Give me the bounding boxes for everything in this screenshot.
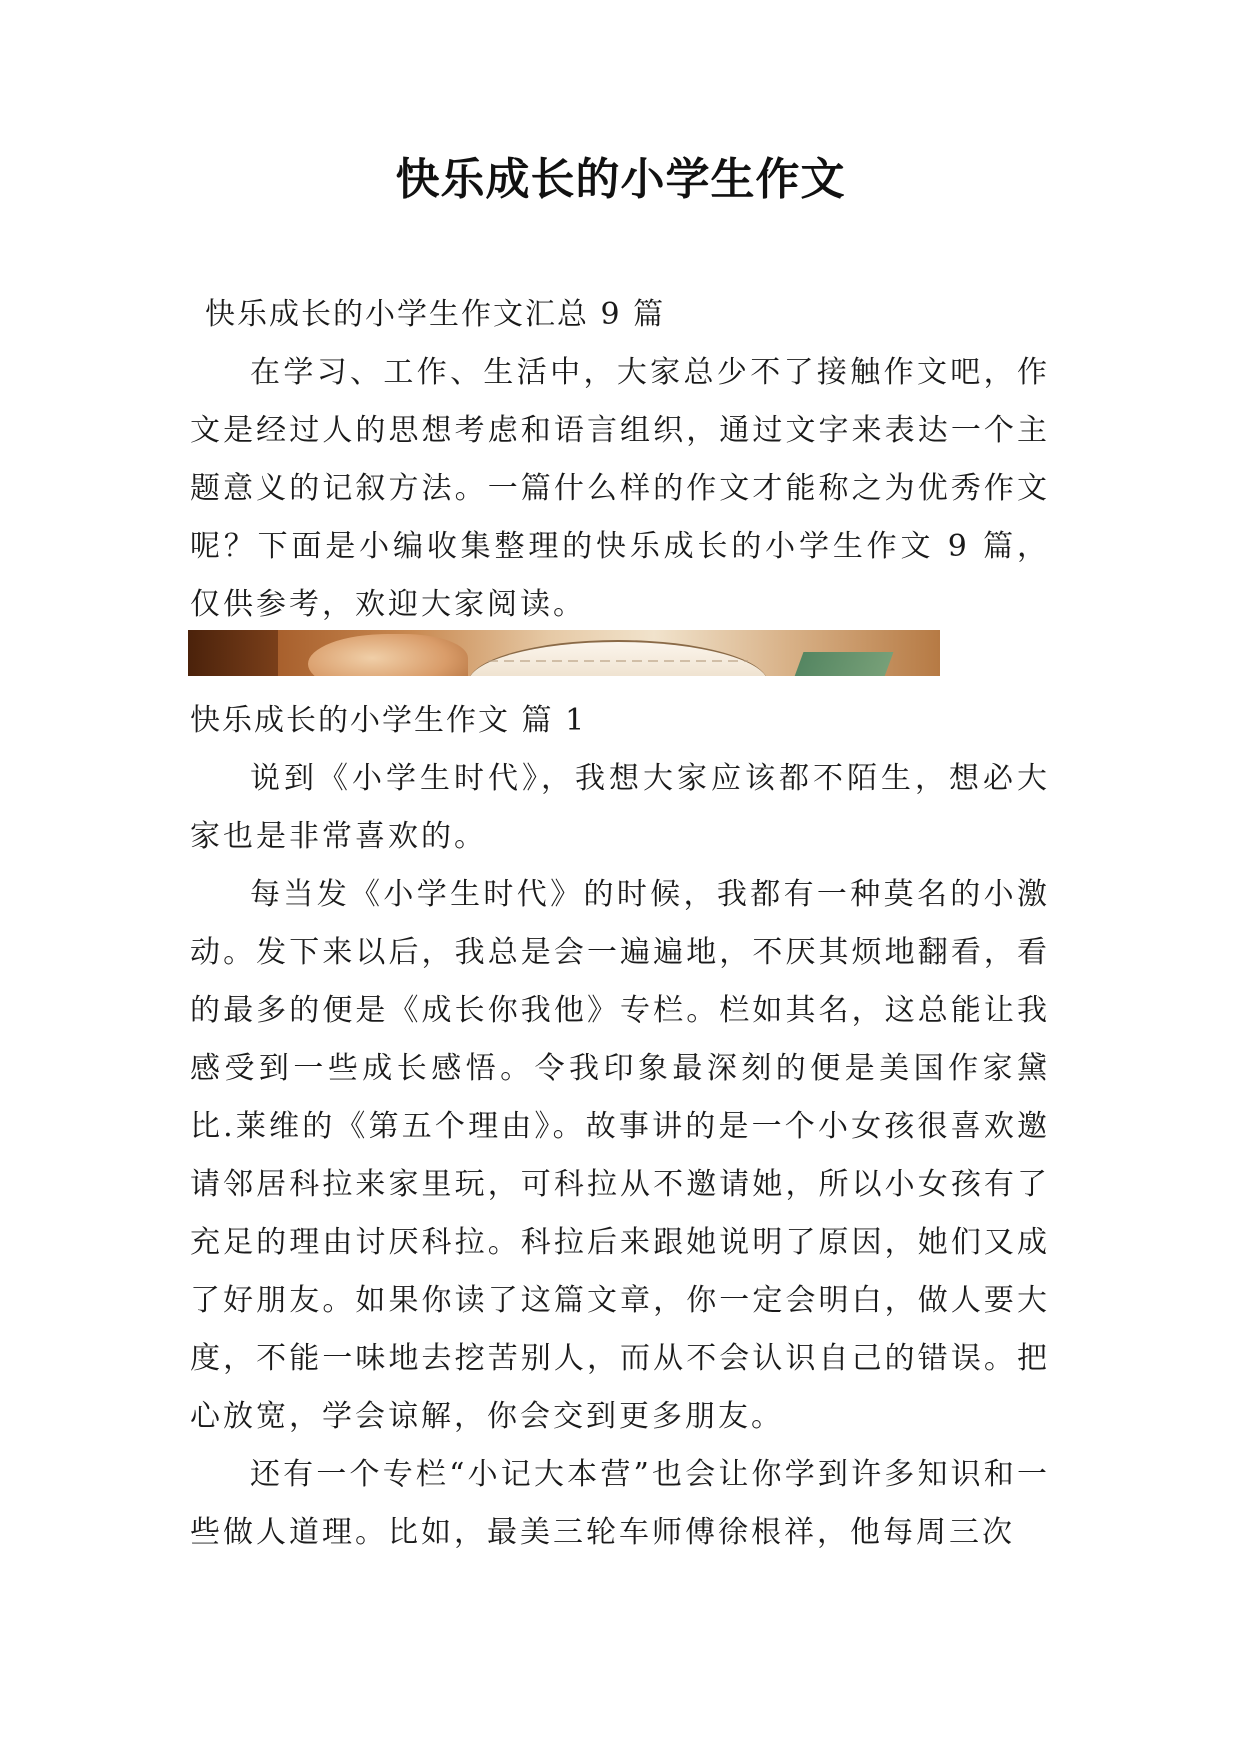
banner-image (188, 630, 940, 676)
body-paragraph: 每当发《小学生时代》的时候，我都有一种莫名的小激动。发下来以后，我总是会一遍遍地，不厌其烦地翻看，看的最多的便是《成长你我他》专栏。栏如其名，这总能让我感受到一些成长感悟。令我印象最深刻的便是美国作家黛比.莱维的《第五个理由》。故事讲的是一个小女孩很喜欢邀请邻居科拉来家里玩，可科拉从不邀请她，所以小女孩有了充足的理由讨厌科拉。科拉后来跟她说明了原因，她们又成了好朋友。如果你读了这篇文章，你一定会明白，做人要大度，不能一味地去挖苦别人，而从不会认识自己的错误。把心放宽，学会谅解，你会交到更多朋友。 (190, 877, 1050, 1434)
book-lines-shape (488, 660, 748, 662)
section-body (190, 750, 1050, 1562)
hand-shape (308, 634, 468, 676)
green-object-shape (793, 652, 894, 676)
document-title: 快乐成长的小学生作文 (395, 154, 846, 205)
document-subtitle: 快乐成长的小学生作文汇总 9 篇 (205, 297, 666, 332)
open-book-shape (468, 640, 768, 676)
body-paragraph: 说到《小学生时代》，我想大家应该都不陌生，想必大家也是非常喜欢的。 (190, 761, 1050, 854)
body-paragraph: 还有一个专栏“小记大本营”也会让你学到许多知识和一些做人道理。比如，最美三轮车师傅徐根祥，他每周三次 (190, 1457, 1050, 1550)
banner-shadow-shape (188, 630, 278, 676)
intro-paragraph: 在学习、工作、生活中，大家总少不了接触作文吧，作文是经过人的思想考虑和语言组织，通过文字来表达一个主题意义的记叙方法。一篇什么样的作文才能称之为优秀作文呢？下面是小编收集整理的快乐成长的小学生作文 9 篇，仅供参考，欢迎大家阅读。 (190, 355, 1050, 622)
intro-block (190, 344, 1050, 634)
section-heading: 快乐成长的小学生作文 篇 1 (190, 703, 587, 738)
